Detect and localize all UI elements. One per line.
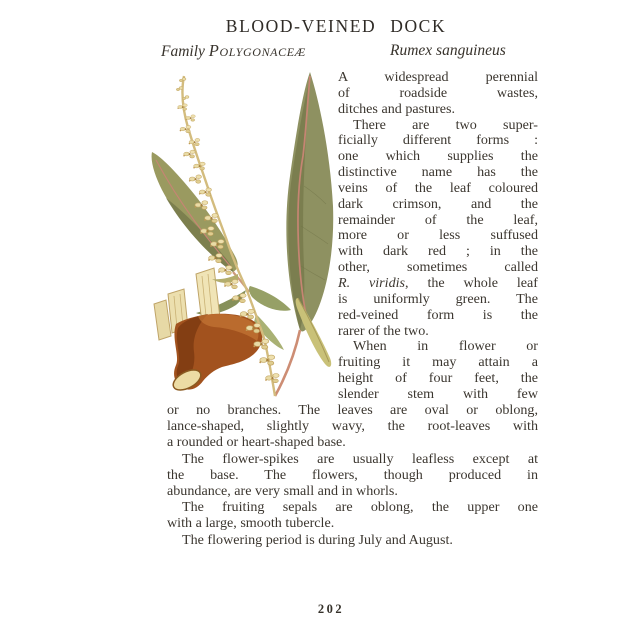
text-line: remainder of the leaf,	[338, 211, 538, 228]
family-label	[161, 41, 306, 61]
text-line: ficially different forms :	[338, 132, 538, 149]
text-line: other, sometimes called	[338, 259, 538, 276]
text-line: slender stem with few	[338, 385, 538, 402]
full-width-text	[167, 402, 538, 548]
text-line: of roadside wastes,	[338, 84, 538, 101]
text-line: The flowering period is during July and August.	[182, 531, 453, 548]
left-leaf-icon	[152, 152, 249, 292]
page-number: 202	[317, 602, 345, 616]
text-line: height of four feet, the	[338, 370, 538, 387]
plant-illustration-icon	[138, 66, 348, 438]
family-prefix: Family	[161, 43, 209, 60]
text-line: one which supplies the	[338, 148, 538, 165]
text-line: The fruiting sepals are oblong, the upper one	[182, 499, 538, 516]
text-line: or no branches. The leaves are oval or oblong,	[167, 402, 538, 418]
text-line: dark crimson, and the	[338, 195, 538, 212]
text-line: with dark red ; in the	[338, 243, 538, 260]
text-line: fruiting it may attain a	[338, 354, 538, 371]
text-line: more or less suffused	[338, 227, 538, 244]
text-line-species-mention	[338, 276, 538, 292]
text-line: lance-shaped, slightly wavy, the root-leaves with	[167, 418, 538, 435]
text-line: A widespread perennial	[338, 69, 538, 85]
text-line: a rounded or heart-shaped base.	[167, 434, 346, 451]
text-line: the base. The flowers, though produced in	[167, 466, 538, 483]
species-italic: R. viridis	[338, 274, 406, 291]
text-line: ditches and pastures.	[338, 100, 456, 117]
text-line: abundance, are very small and in whorls.	[167, 483, 398, 500]
text-line: is uniformly green. The	[338, 290, 538, 307]
text-line: The flower-spikes are usually leafless except at	[182, 450, 538, 467]
family-name: Polygonaceæ	[208, 41, 306, 60]
text-line: distinctive name has the	[338, 164, 538, 181]
species-rest: , the whole leaf	[405, 274, 538, 291]
text-line: veins of the leaf coloured	[338, 179, 538, 196]
species-label: Rumex sanguineus	[390, 42, 506, 59]
text-line: There are two super-	[353, 116, 538, 133]
right-column-text	[338, 70, 538, 403]
text-line: red-veined form is the	[338, 306, 538, 323]
page-title: BLOOD-VEINED DOCK	[225, 16, 447, 36]
text-line: rarer of the two.	[338, 322, 429, 339]
text-line: When in flower or	[353, 338, 538, 355]
text-line: with a large, smooth tubercle.	[167, 515, 335, 532]
